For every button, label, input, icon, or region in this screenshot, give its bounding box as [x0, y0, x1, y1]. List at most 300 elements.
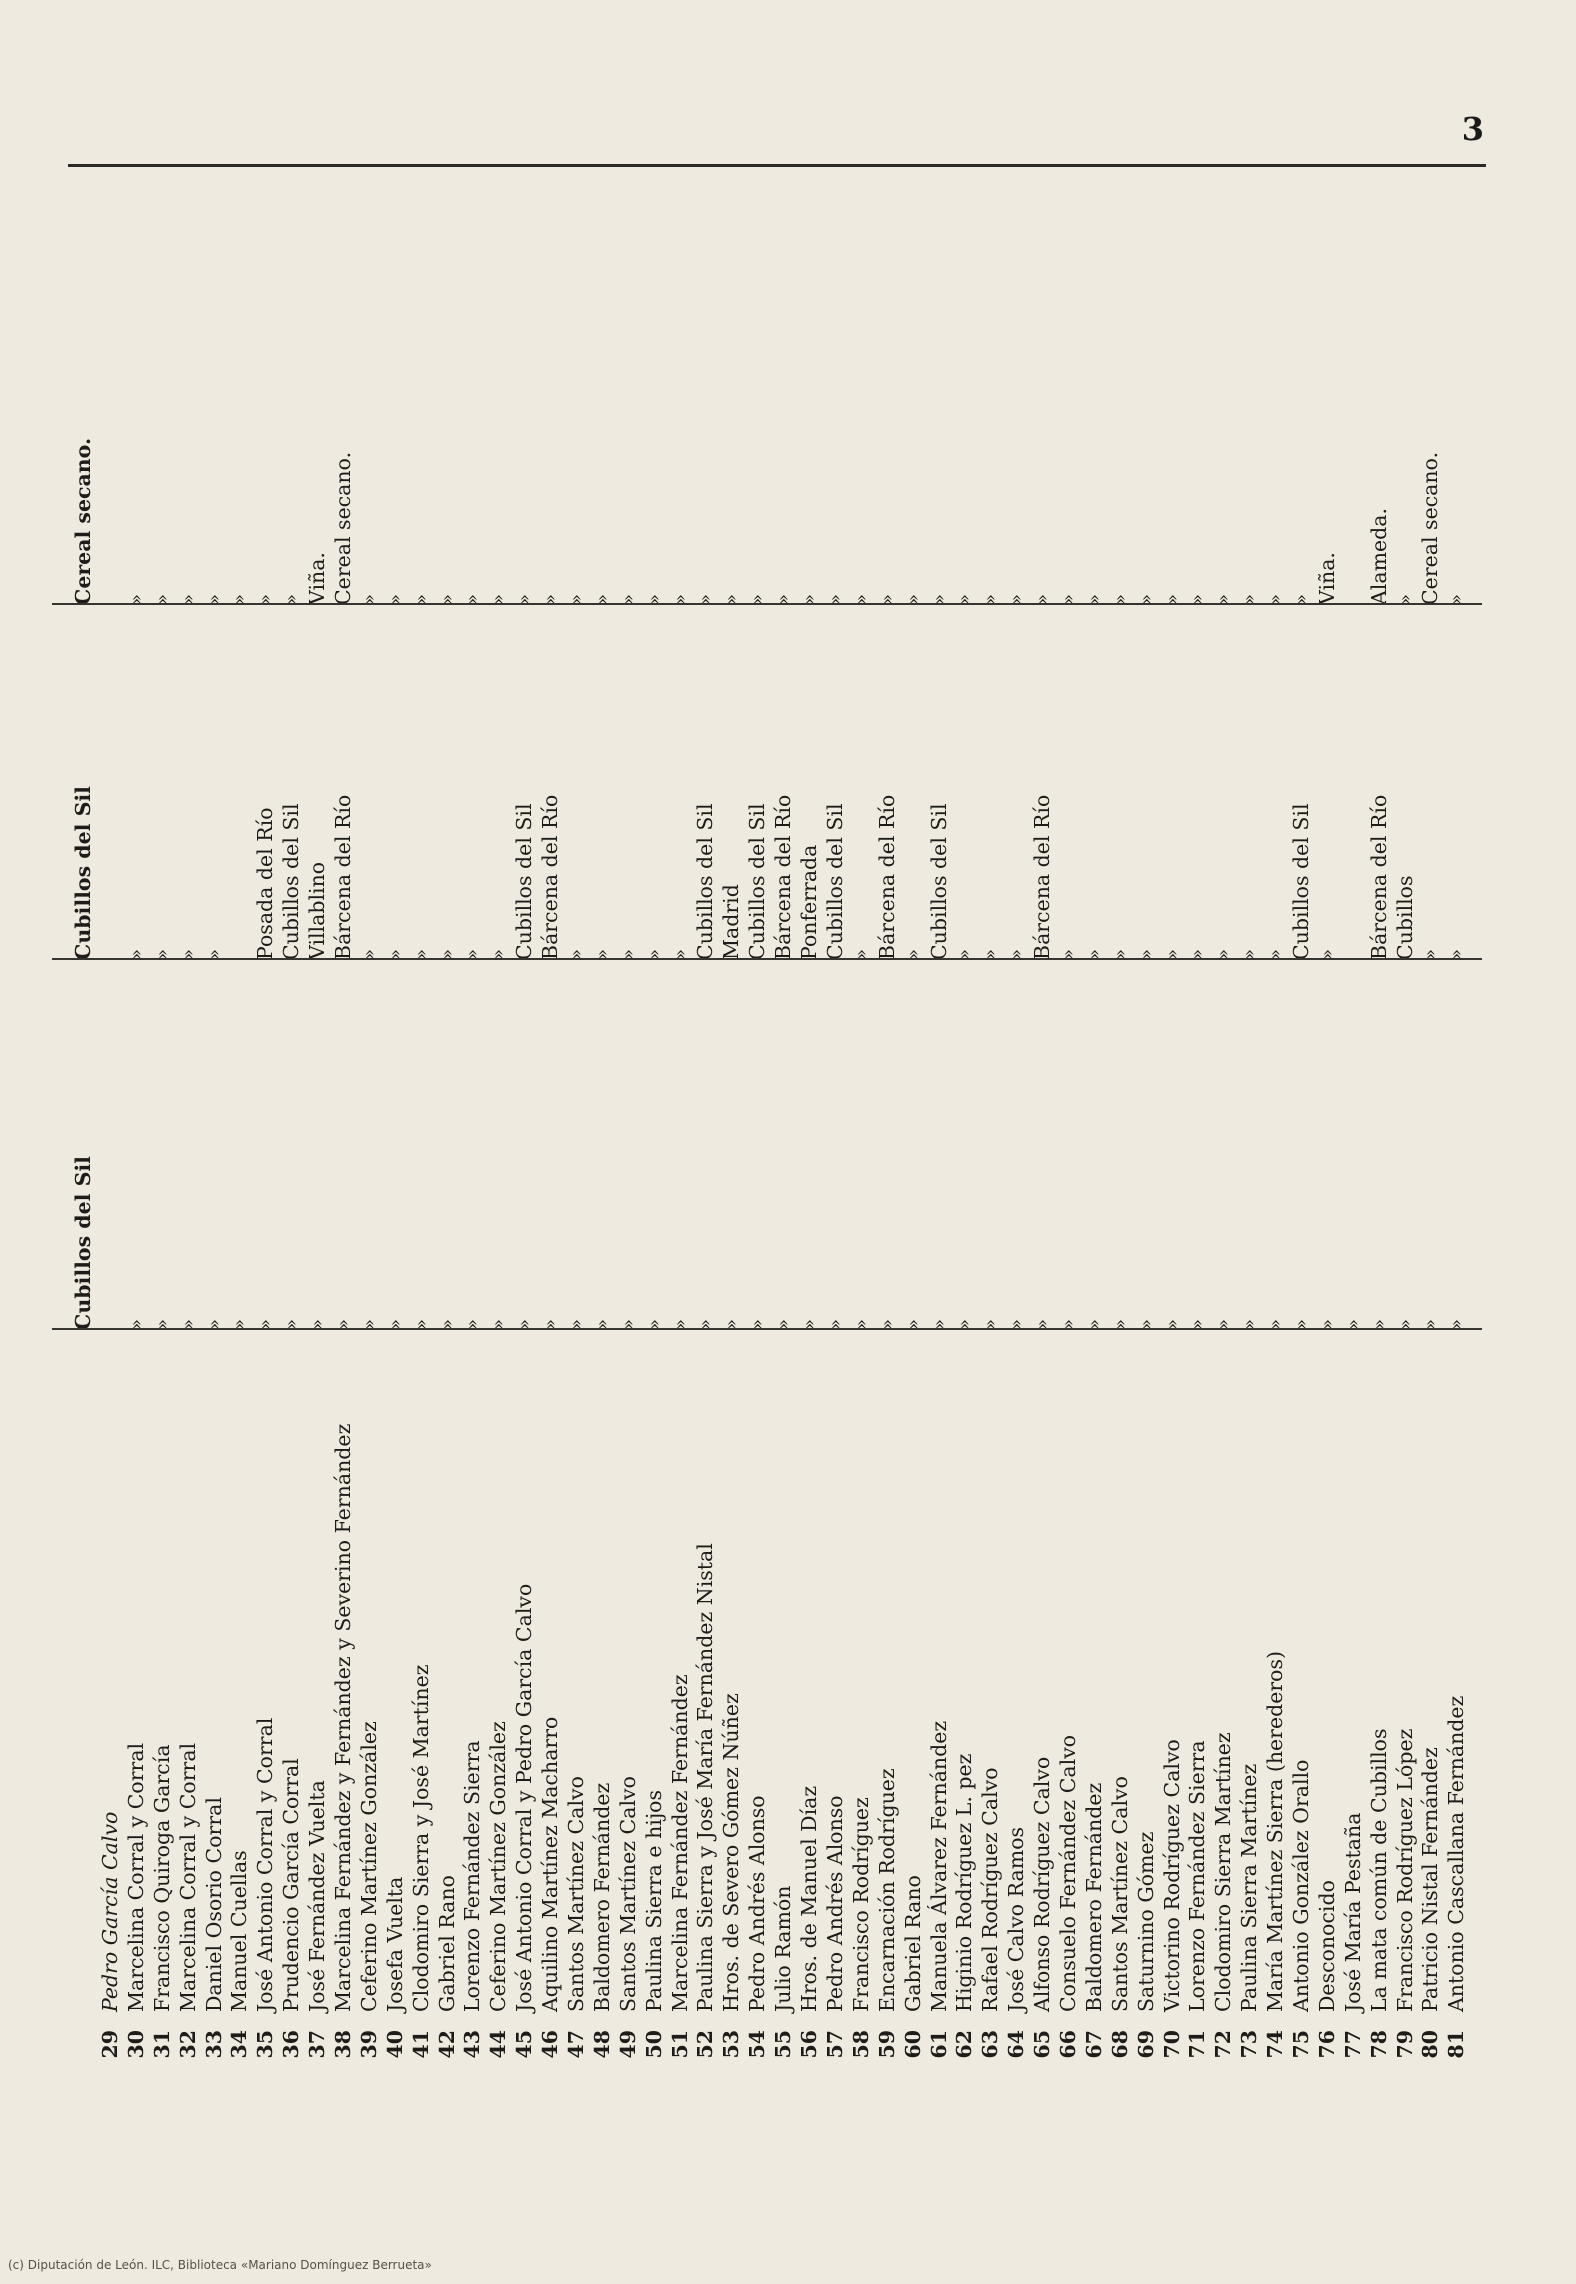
column-divider	[52, 1328, 1482, 1330]
row-number: 39	[356, 2030, 381, 2059]
parcel-location: »	[177, 1318, 199, 1330]
owner-residence: Bárcena del Río	[331, 794, 356, 960]
land-use: »	[1239, 593, 1261, 605]
land-use: »	[1083, 593, 1105, 605]
parcel-location: »	[1342, 1318, 1364, 1330]
land-use: »	[1394, 593, 1416, 605]
land-use: »	[436, 593, 458, 605]
table-row	[875, 100, 901, 2090]
table-body	[98, 100, 1470, 2090]
owner-residence: Bárcena del Río	[538, 794, 563, 960]
owner-name: Higinio Rodríguez L. pez	[952, 1753, 977, 2012]
owner-residence: Bárcena del Río	[771, 794, 796, 960]
table-row	[642, 100, 668, 2090]
land-use: »	[617, 593, 639, 605]
parcel-location: »	[1420, 1318, 1442, 1330]
table-row	[771, 100, 797, 2090]
row-number: 60	[900, 2030, 925, 2059]
owner-name: Rafael Rodríguez Calvo	[978, 1767, 1003, 2012]
owner-name: Francisco Quiroga García	[149, 1744, 174, 2012]
table-row	[1393, 100, 1419, 2090]
row-number: 57	[822, 2030, 847, 2059]
parcel-location: »	[1006, 1318, 1028, 1330]
table-row	[797, 100, 823, 2090]
owner-name: La mata común de Cubillos	[1366, 1728, 1391, 2012]
land-use: »	[850, 593, 872, 605]
owner-name: Antonio González Orallo	[1288, 1759, 1313, 2012]
land-use: »	[229, 593, 251, 605]
owner-name: Manuela Álvarez Fernández	[926, 1720, 951, 2012]
owner-residence: »	[902, 948, 924, 960]
owner-residence: »	[1265, 948, 1287, 960]
land-use: »	[1135, 593, 1157, 605]
table-row	[1185, 100, 1211, 2090]
owner-name: Paulina Sierra e hijos	[641, 1789, 666, 2012]
land-use: »	[773, 593, 795, 605]
parcel-location: »	[462, 1318, 484, 1330]
row-number: 78	[1366, 2030, 1391, 2059]
owner-name: Clodomiro Sierra y José Martínez	[408, 1664, 433, 2012]
parcel-location: »	[436, 1318, 458, 1330]
land-use: »	[1161, 593, 1183, 605]
owner-residence: Posada del Río	[253, 807, 278, 960]
owner-name: Victorino Rodríguez Calvo	[1159, 1739, 1184, 2012]
row-number: 67	[1081, 2030, 1106, 2059]
row-number: 73	[1237, 2030, 1262, 2059]
parcel-location: »	[824, 1318, 846, 1330]
owner-residence: »	[980, 948, 1002, 960]
row-number: 74	[1263, 2030, 1288, 2059]
owner-residence: »	[488, 948, 510, 960]
parcel-location: »	[643, 1318, 665, 1330]
parcel-location: »	[721, 1318, 743, 1330]
table-row	[512, 100, 538, 2090]
owner-residence: Bárcena del Río	[874, 794, 899, 960]
row-number: 33	[201, 2030, 226, 2059]
owner-residence: »	[203, 948, 225, 960]
owner-name: Ceferino Martínez González	[356, 1721, 381, 2012]
owner-name: Encarnación Rodríguez	[874, 1768, 899, 2012]
owner-residence: Cubillos del Sil	[693, 803, 718, 960]
row-number: 63	[978, 2030, 1003, 2059]
parcel-location: »	[902, 1318, 924, 1330]
land-use: »	[177, 593, 199, 605]
land-use: »	[125, 593, 147, 605]
owner-name: Santos Martínez Calvo	[564, 1776, 589, 2012]
parcel-location: »	[410, 1318, 432, 1330]
parcel-location: »	[773, 1318, 795, 1330]
row-number: 35	[253, 2030, 278, 2059]
owner-name: Julio Ramón	[771, 1885, 796, 2012]
owner-residence: »	[566, 948, 588, 960]
row-number: 54	[745, 2030, 770, 2059]
table-row	[1263, 100, 1289, 2090]
owner-name: Pedro Andrés Alonso	[822, 1795, 847, 2012]
parcel-location: »	[695, 1318, 717, 1330]
row-number: 42	[434, 2030, 459, 2059]
owner-name: María Martínez Sierra (herederos)	[1263, 1650, 1288, 2012]
row-number: 52	[693, 2030, 718, 2059]
owner-name: Santos Martínez Calvo	[1107, 1776, 1132, 2012]
parcel-location: »	[1161, 1318, 1183, 1330]
table-row	[357, 100, 383, 2090]
table-row	[590, 100, 616, 2090]
table-row	[564, 100, 590, 2090]
land-use: »	[799, 593, 821, 605]
parcel-location: »	[1083, 1318, 1105, 1330]
land-use: »	[1446, 593, 1468, 605]
table-row	[616, 100, 642, 2090]
row-number: 65	[1030, 2030, 1055, 2059]
parcel-location: »	[540, 1318, 562, 1330]
table-row	[978, 100, 1004, 2090]
owner-residence: Cubillos del Sil	[279, 803, 304, 960]
owner-residence: »	[151, 948, 173, 960]
table-row	[668, 100, 694, 2090]
parcel-location: »	[151, 1318, 173, 1330]
row-number: 37	[305, 2030, 330, 2059]
row-number: 55	[771, 2030, 796, 2059]
header-use: Cereal secano.	[71, 437, 96, 605]
owner-residence: Cubillos del Sil	[745, 803, 770, 960]
row-number: 41	[408, 2030, 433, 2059]
table-row	[150, 100, 176, 2090]
parcel-location: »	[203, 1318, 225, 1330]
land-use: »	[876, 593, 898, 605]
row-number: 64	[1004, 2030, 1029, 2059]
table-row	[409, 100, 435, 2090]
land-use: »	[514, 593, 536, 605]
table-row	[1418, 100, 1444, 2090]
land-use: »	[566, 593, 588, 605]
owner-residence: »	[1239, 948, 1261, 960]
owner-name: Ceferino Martínez González	[486, 1721, 511, 2012]
owner-residence: »	[954, 948, 976, 960]
table-row	[1004, 100, 1030, 2090]
row-number: 53	[719, 2030, 744, 2059]
owner-residence: Cubillos	[1392, 875, 1417, 960]
table-row	[538, 100, 564, 2090]
table-row	[98, 100, 124, 2090]
row-number: 44	[486, 2030, 511, 2059]
row-number: 40	[382, 2030, 407, 2059]
owner-residence: »	[358, 948, 380, 960]
table-row	[1237, 100, 1263, 2090]
column-divider	[52, 603, 1482, 605]
row-number: 51	[667, 2030, 692, 2059]
land-use: »	[1109, 593, 1131, 605]
owner-residence: »	[384, 948, 406, 960]
land-use: »	[980, 593, 1002, 605]
parcel-location: »	[1446, 1318, 1468, 1330]
owner-residence: »	[1161, 948, 1183, 960]
row-number: 81	[1444, 2030, 1469, 2059]
row-number: 30	[123, 2030, 148, 2059]
row-number: 69	[1133, 2030, 1158, 2059]
owner-name: José Antonio Corral y Pedro García Calvo	[512, 1583, 537, 2012]
owner-residence: »	[1109, 948, 1131, 960]
parcel-location: »	[1394, 1318, 1416, 1330]
table-row	[460, 100, 486, 2090]
parcel-location: »	[566, 1318, 588, 1330]
table-row	[1315, 100, 1341, 2090]
row-number: 45	[512, 2030, 537, 2059]
owner-residence: Cubillos del Sil	[1288, 803, 1313, 960]
parcel-location: »	[333, 1318, 355, 1330]
owner-residence: »	[617, 948, 639, 960]
owner-residence: »	[1420, 948, 1442, 960]
table-row	[305, 100, 331, 2090]
table-row	[693, 100, 719, 2090]
owner-residence: »	[643, 948, 665, 960]
land-use: Cereal secano.	[1418, 451, 1443, 605]
owner-name: Francisco Rodríguez López	[1392, 1728, 1417, 2012]
table-row	[279, 100, 305, 2090]
owner-residence: »	[436, 948, 458, 960]
parcel-location: »	[1032, 1318, 1054, 1330]
row-number: 38	[331, 2030, 356, 2059]
parcel-location: »	[980, 1318, 1002, 1330]
page-number: 3	[1461, 110, 1484, 148]
land-use: »	[1265, 593, 1287, 605]
owner-name: José María Pestaña	[1340, 1812, 1365, 2012]
footer-credit: (c) Diputación de León. ILC, Biblioteca «Mariano Domínguez Berrueta»	[8, 2258, 432, 2272]
owner-name: Paulina Sierra y José María Fernández Nistal	[693, 1543, 718, 2012]
table-row	[823, 100, 849, 2090]
parcel-location: »	[954, 1318, 976, 1330]
parcel-location: »	[1265, 1318, 1287, 1330]
row-number: 80	[1418, 2030, 1443, 2059]
row-number: 32	[175, 2030, 200, 2059]
land-use: »	[358, 593, 380, 605]
owner-residence: »	[1187, 948, 1209, 960]
table-row	[383, 100, 409, 2090]
owner-name: Hros. de Manuel Díaz	[797, 1785, 822, 2012]
owner-residence: Cubillos del Sil	[926, 803, 951, 960]
owner-name: Manuel Cuellas	[227, 1850, 252, 2012]
parcel-location: »	[1187, 1318, 1209, 1330]
row-number: 58	[848, 2030, 873, 2059]
table-row	[1134, 100, 1160, 2090]
table-row	[176, 100, 202, 2090]
row-number: 68	[1107, 2030, 1132, 2059]
parcel-location: »	[1239, 1318, 1261, 1330]
row-number: 48	[589, 2030, 614, 2059]
row-number: 77	[1340, 2030, 1365, 2059]
parcel-location: »	[928, 1318, 950, 1330]
owner-residence: »	[410, 948, 432, 960]
land-use: »	[1057, 593, 1079, 605]
owner-residence: Bárcena del Río	[1030, 794, 1055, 960]
table-row	[1030, 100, 1056, 2090]
owner-residence: Cubillos del Sil	[512, 803, 537, 960]
land-use: »	[540, 593, 562, 605]
parcel-location: »	[384, 1318, 406, 1330]
row-number: 66	[1055, 2030, 1080, 2059]
owner-name: Hros. de Severo Gómez Núñez	[719, 1693, 744, 2012]
rotated-table	[70, 100, 1480, 2090]
parcel-location: »	[1057, 1318, 1079, 1330]
land-use: »	[1290, 593, 1312, 605]
owner-residence: Madrid	[719, 884, 744, 960]
owner-name: Baldomero Fernández	[589, 1782, 614, 2012]
table-row	[1444, 100, 1470, 2090]
table-row	[901, 100, 927, 2090]
owner-residence: »	[1083, 948, 1105, 960]
row-number: 71	[1185, 2030, 1210, 2059]
parcel-location: »	[1368, 1318, 1390, 1330]
owner-residence: Villablino	[305, 861, 330, 960]
parcel-table	[70, 100, 1480, 2090]
parcel-location: »	[747, 1318, 769, 1330]
owner-residence: »	[1135, 948, 1157, 960]
owner-name: Saturnino Gómez	[1133, 1831, 1158, 2012]
owner-name: Marcelina Fernández y Fernández y Severino Fernández	[331, 1423, 356, 2012]
owner-name: Pedro García Calvo	[98, 1811, 122, 2012]
row-number: 79	[1392, 2030, 1417, 2059]
parcel-location: »	[281, 1318, 303, 1330]
row-number: 31	[149, 2030, 174, 2059]
row-number: 76	[1314, 2030, 1339, 2059]
table-row	[952, 100, 978, 2090]
table-row	[745, 100, 771, 2090]
table-row	[486, 100, 512, 2090]
parcel-location: »	[514, 1318, 536, 1330]
land-use: »	[643, 593, 665, 605]
land-use: »	[695, 593, 717, 605]
table-row	[227, 100, 253, 2090]
column-divider	[52, 958, 1482, 960]
table-row	[1082, 100, 1108, 2090]
land-use: »	[1213, 593, 1235, 605]
row-number: 56	[797, 2030, 822, 2059]
owner-name: Clodomiro Sierra Martínez	[1211, 1732, 1236, 2012]
land-use: »	[281, 593, 303, 605]
table-row	[1367, 100, 1393, 2090]
parcel-location: »	[1316, 1318, 1338, 1330]
table-row	[719, 100, 745, 2090]
row-number: 43	[460, 2030, 485, 2059]
owner-residence: »	[1446, 948, 1468, 960]
land-use: »	[721, 593, 743, 605]
owner-residence: »	[669, 948, 691, 960]
table-row	[1289, 100, 1315, 2090]
parcel-location: »	[591, 1318, 613, 1330]
land-use: »	[255, 593, 277, 605]
owner-residence: »	[591, 948, 613, 960]
owner-name: Josefa Vuelta	[382, 1876, 407, 2012]
land-use: »	[591, 593, 613, 605]
owner-residence: »	[1057, 948, 1079, 960]
parcel-location: »	[850, 1318, 872, 1330]
owner-name: Paulina Sierra Martínez	[1237, 1763, 1262, 2012]
owner-name: Gabriel Rano	[900, 1875, 925, 2012]
row-number: 29	[98, 2030, 122, 2059]
table-row	[1108, 100, 1134, 2090]
row-number: 49	[615, 2030, 640, 2059]
table-row	[331, 100, 357, 2090]
owner-name: Lorenzo Fernández Sierra	[460, 1740, 485, 2012]
owner-name: Desconocido	[1314, 1880, 1339, 2012]
row-number: 46	[538, 2030, 563, 2059]
row-number: 62	[952, 2030, 977, 2059]
table-row	[849, 100, 875, 2090]
parcel-location: »	[125, 1318, 147, 1330]
land-use: »	[462, 593, 484, 605]
owner-name: Marcelina Corral y Corral	[175, 1742, 200, 2012]
land-use: »	[384, 593, 406, 605]
owner-residence: Ponferrada	[797, 844, 822, 960]
land-use: »	[954, 593, 976, 605]
header-residence: Cubillos del Sil	[71, 786, 96, 960]
land-use: »	[824, 593, 846, 605]
owner-residence: Cubillos del Sil	[822, 803, 847, 960]
land-use: »	[669, 593, 691, 605]
table-row	[1341, 100, 1367, 2090]
owner-name: Patricio Nistal Fernández	[1418, 1747, 1443, 2012]
parcel-location: »	[488, 1318, 510, 1330]
land-use: »	[488, 593, 510, 605]
table-row	[435, 100, 461, 2090]
owner-name: Santos Martínez Calvo	[615, 1776, 640, 2012]
parcel-location: »	[358, 1318, 380, 1330]
land-use: »	[151, 593, 173, 605]
row-number: 75	[1288, 2030, 1313, 2059]
land-use: Viña.	[1314, 552, 1339, 605]
land-use: »	[902, 593, 924, 605]
land-use: »	[1006, 593, 1028, 605]
row-number: 47	[564, 2030, 589, 2059]
owner-name: Antonio Cascallana Fernández	[1444, 1695, 1469, 2012]
owner-residence: »	[177, 948, 199, 960]
header-row	[70, 100, 98, 2090]
land-use: Viña.	[305, 552, 330, 605]
owner-name: Daniel Osorio Corral	[201, 1797, 226, 2012]
parcel-location: »	[1213, 1318, 1235, 1330]
owner-name: Alfonso Rodríguez Calvo	[1030, 1756, 1055, 2012]
table-row	[124, 100, 150, 2090]
table-row	[927, 100, 953, 2090]
table-row	[253, 100, 279, 2090]
owner-residence: »	[1213, 948, 1235, 960]
owner-residence: »	[850, 948, 872, 960]
land-use: »	[203, 593, 225, 605]
land-use: »	[1032, 593, 1054, 605]
owner-residence: »	[462, 948, 484, 960]
land-use: »	[928, 593, 950, 605]
table-row	[1211, 100, 1237, 2090]
land-use: Alameda.	[1366, 507, 1391, 605]
owner-residence: »	[1006, 948, 1028, 960]
parcel-location: »	[1135, 1318, 1157, 1330]
owner-name: Marcelina Fernández Fernández	[667, 1674, 692, 2012]
owner-name: Marcelina Corral y Corral	[123, 1742, 148, 2012]
owner-name: Baldomero Fernández	[1081, 1782, 1106, 2012]
parcel-location: »	[229, 1318, 251, 1330]
row-number: 70	[1159, 2030, 1184, 2059]
land-use: »	[410, 593, 432, 605]
owner-name: José Fernández Vuelta	[305, 1780, 330, 2012]
row-number: 59	[874, 2030, 899, 2059]
header-location: Cubillos del Sil	[71, 1156, 96, 1330]
owner-name: Lorenzo Fernández Sierra	[1185, 1740, 1210, 2012]
row-number: 36	[279, 2030, 304, 2059]
owner-name: Prudencio García Corral	[279, 1758, 304, 2012]
owner-name: Gabriel Rano	[434, 1875, 459, 2012]
land-use: »	[1187, 593, 1209, 605]
land-use: Cereal secano.	[331, 451, 356, 605]
owner-name: Consuelo Fernández Calvo	[1055, 1734, 1080, 2012]
